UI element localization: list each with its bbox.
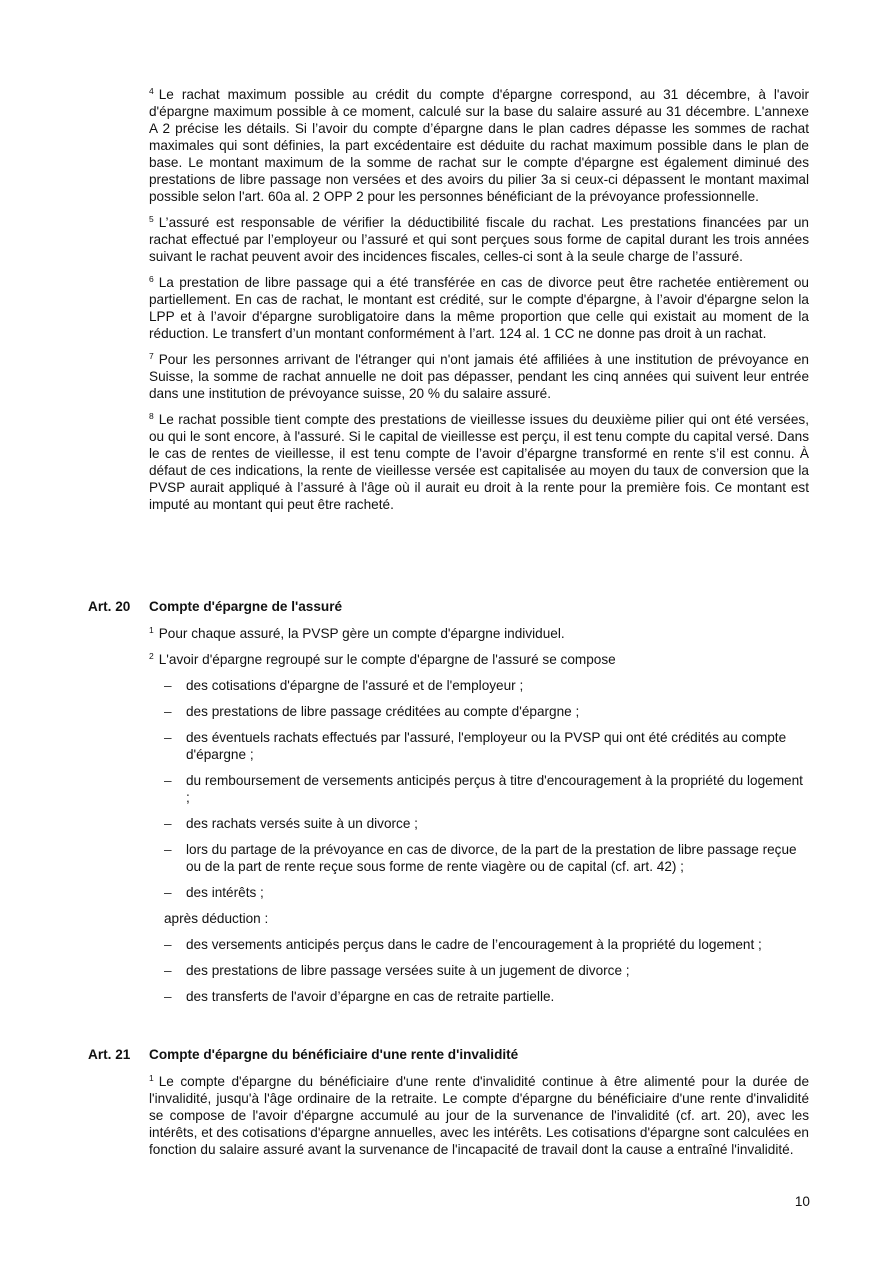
paragraph-number: 8 xyxy=(149,411,154,421)
paragraph-5: $^5$ L’assuré est responsable de vérifier la déductibilité fiscale du rachat. Les prestations financées par un rachat effectué par l’employeur ou l’assuré et qui sont perçues sous forme de capital durant les trois années suivant le rachat peuvent avoir des incidences fiscales, celles-ci sont à la seule charge de l’assuré. xyxy=(149,214,809,264)
intro-section xyxy=(149,86,809,522)
list-item: – des prestations de libre passage versées suite à un jugement de divorce ; xyxy=(164,963,630,978)
article-20-paragraph-1: $^1$ Pour chaque assuré, la PVSP gère un compte d'épargne individuel. xyxy=(149,625,565,641)
dash-bullet-icon: – xyxy=(164,704,172,719)
dash-bullet-icon: – xyxy=(164,816,172,831)
list-item: – des cotisations d'épargne de l'assuré et de l'employeur ; xyxy=(164,678,524,693)
dash-bullet-icon: – xyxy=(164,773,172,788)
article-21-heading xyxy=(88,1046,818,1063)
article-20-heading xyxy=(88,598,818,615)
paragraph-number: 7 xyxy=(149,351,154,361)
deduction-list xyxy=(149,936,809,1005)
article-20-body xyxy=(149,625,809,1014)
list-item: – des prestations de libre passage créditées au compte d'épargne ; xyxy=(164,704,580,719)
composition-list xyxy=(149,677,809,901)
paragraph-number: 5 xyxy=(149,214,154,224)
paragraph-4: $^4$ Le rachat maximum possible au crédit du compte d'épargne correspond, au 31 décembre, à l'avoir d'épargne maximum possible à ce moment, calculé sur la base du salaire assuré au 31 décembre. L'annexe A 2 précise les détails. Si l’avoir du compte d’épargne dans le plan cadres dépasse les sommes de rachat maximales qui sont définies, la part excédentaire est déduite du rachat maximum possible dans le plan de base. Le montant maximum de la somme de rachat sur le compte d'épargne est également diminué des prestations de libre passage non versées et des avoirs du pilier 3a si ceux-ci dépassent le montant maximal possible selon l'art. 60a al. 2 OPP 2 pour les personnes bénéficiant de la prévoyance professionnelle. xyxy=(149,86,809,204)
dash-bullet-icon: – xyxy=(164,842,172,857)
page-number: 10 xyxy=(794,1194,810,1209)
dash-bullet-icon: – xyxy=(164,730,172,745)
list-item: – des versements anticipés perçus dans le cadre de l’encouragement à la propriété du logement ; xyxy=(164,937,762,952)
after-deduction-label: après déduction : xyxy=(164,911,269,926)
paragraph-7: $^7$ Pour les personnes arrivant de l'étranger qui n'ont jamais été affiliées à une institution de prévoyance en Suisse, la somme de rachat annuelle ne doit pas dépasser, pendant les cinq années qui suivent leur entrée dans une institution de prévoyance suisse, 20 % du salaire assuré. xyxy=(149,351,809,401)
article-number: Art. 20 xyxy=(88,599,131,614)
article-21-paragraph-1: $^1$ Le compte d'épargne du bénéficiaire d'une rente d'invalidité continue à être alimenté pour la durée de l'invalidité, jusqu'à l'âge ordinaire de la retraite. Le compte d'épargne du bénéficiaire d'une rente d'invalidité se compose de l'avoir d'épargne accumulé au jour de la survenance de l'invalidité (cf. art. 20), avec les intérêts, et des cotisations d'épargne annuelles, avec les intérêts. Les cotisations d'épargne sont calculées en fonction du salaire assuré avant la survenance de l'incapacité de travail dont la cause a entraîné l'invalidité. xyxy=(149,1073,809,1157)
list-item: – du remboursement de versements anticipés perçus à titre d'encouragement à la propriété du logement ; xyxy=(164,773,803,805)
article-number: Art. 21 xyxy=(88,1047,131,1062)
article-title: Compte d'épargne de l'assuré xyxy=(149,599,343,614)
paragraph-number: 1 xyxy=(149,625,154,635)
dash-bullet-icon: – xyxy=(164,678,172,693)
dash-bullet-icon: – xyxy=(164,937,172,952)
list-item: – des éventuels rachats effectués par l'assuré, l'employeur ou la PVSP qui ont été crédités au compte d'épargne ; xyxy=(164,730,787,762)
paragraph-6: $^6$ La prestation de libre passage qui a été transférée en cas de divorce peut être rachetée entièrement ou partiellement. En cas de rachat, le montant est crédité, sur le compte d'épargne, à l’avoir d'épargne selon la LPP et à l’avoir d'épargne surobligatoire dans la même proportion que celle qui existait au moment de la réduction. Le transfert d’un montant conformément à l’art. 124 al. 1 CC ne donne pas droit à un rachat. xyxy=(149,274,809,341)
list-item: – des rachats versés suite à un divorce ; xyxy=(164,816,418,831)
article-title: Compte d'épargne du bénéficiaire d'une rente d'invalidité xyxy=(149,1047,519,1062)
paragraph-number: 2 xyxy=(149,651,154,661)
dash-bullet-icon: – xyxy=(164,885,172,900)
paragraph-number: 4 xyxy=(149,86,154,96)
paragraph-8: $^8$ Le rachat possible tient compte des prestations de vieillesse issues du deuxième pilier qui ont été versées, ou qui le sont encore, à l'assuré. Si le capital de vieillesse est perçu, il est tenu compte du capital versé. Dans le cas de rentes de vieillesse, il est tenu compte de l’avoir d’épargne transformé en rente s’il est connu. À défaut de ces indications, la rente de vieillesse versée est capitalisée au moyen du taux de conversion que la PVSP aurait appliqué à l’assuré à l'âge où il aurait eu droit à la rente pour la première fois. Ce montant est imputé au montant qui peut être racheté. xyxy=(149,411,809,512)
paragraph-number: 1 xyxy=(149,1073,154,1083)
article-20-paragraph-2: $^2$ L'avoir d'épargne regroupé sur le compte d'épargne de l'assuré se compose xyxy=(149,651,616,667)
dash-bullet-icon: – xyxy=(164,963,172,978)
list-item: – lors du partage de la prévoyance en cas de divorce, de la part de la prestation de libre passage reçue ou de la part de rente reçue sous forme de rente viagère ou de capital (cf. art. 42) ; xyxy=(164,842,797,874)
paragraph-number: 6 xyxy=(149,274,154,284)
article-21-body xyxy=(149,1073,809,1167)
dash-bullet-icon: – xyxy=(164,989,172,1004)
list-item: – des intérêts ; xyxy=(164,885,264,900)
list-item: – des transferts de l'avoir d’épargne en cas de retraite partielle. xyxy=(164,989,555,1004)
